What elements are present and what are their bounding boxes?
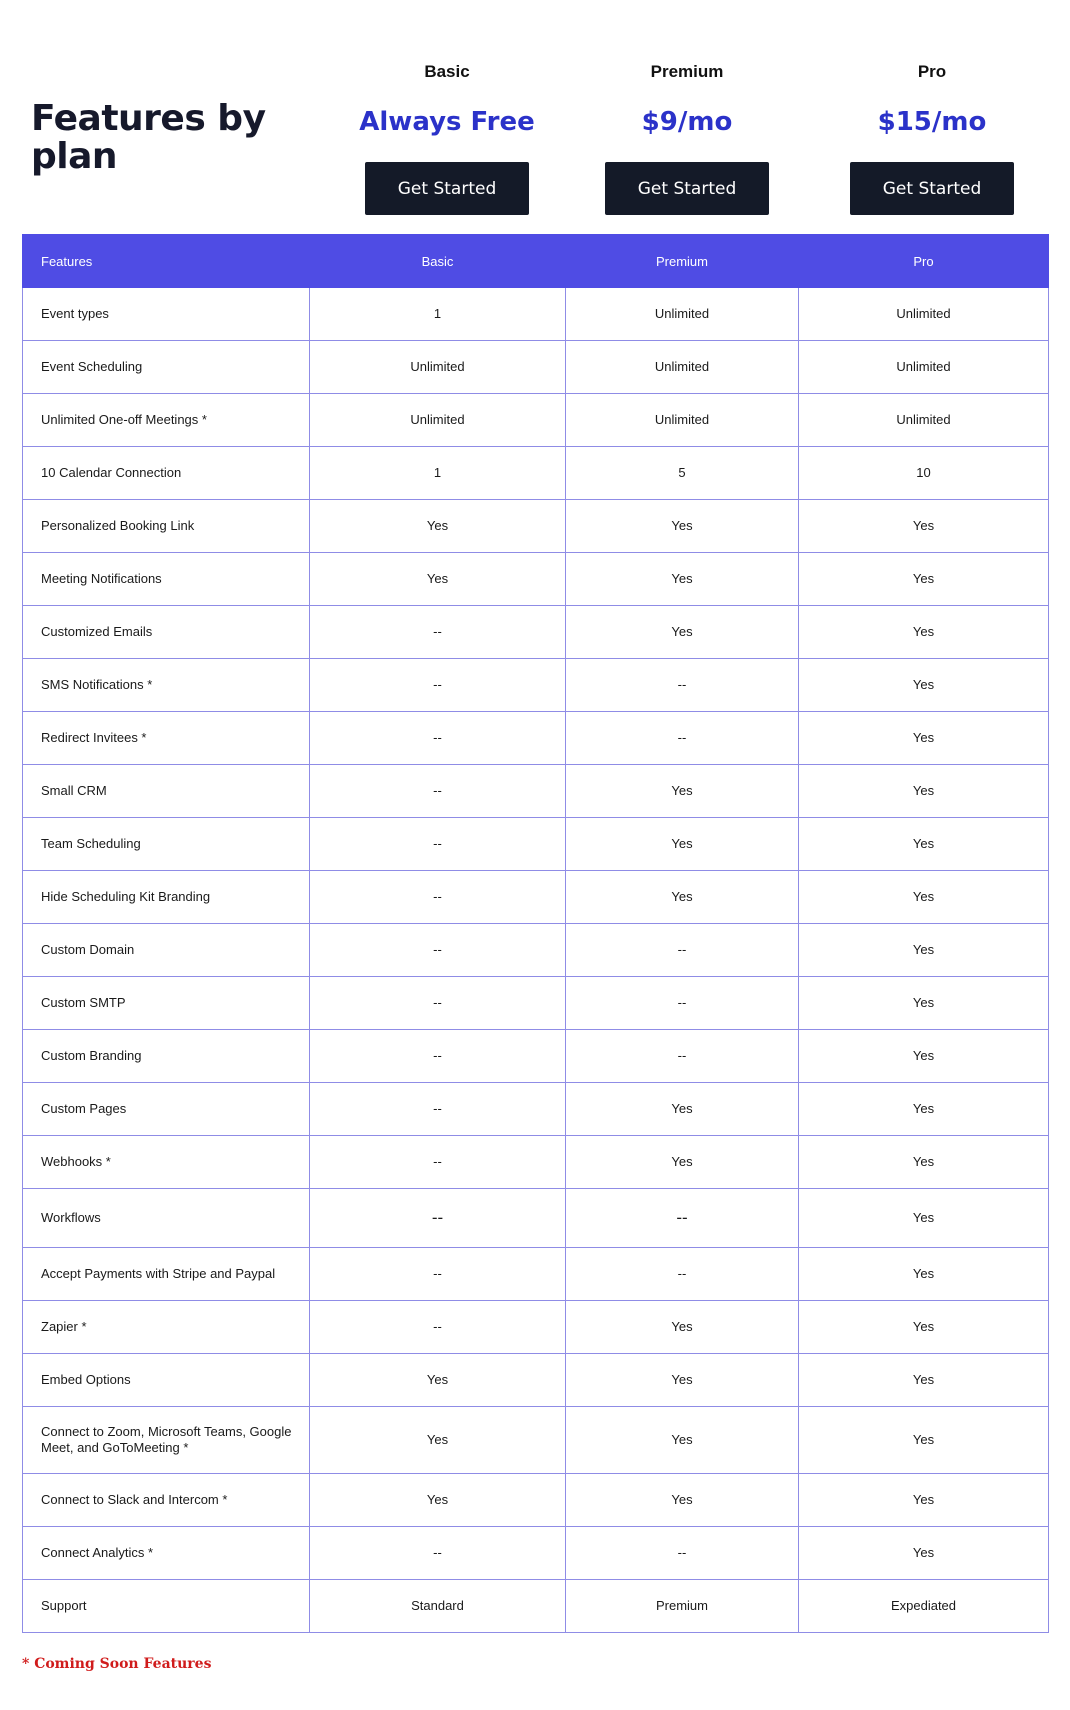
pro-value-cell: Expediated (799, 1580, 1049, 1633)
premium-value-cell: Yes (566, 765, 799, 818)
feature-name-cell: Custom SMTP (23, 977, 310, 1030)
table-row (23, 977, 1049, 1030)
header-pro: Pro (799, 235, 1049, 288)
basic-value-cell: -- (310, 606, 566, 659)
pro-value-cell: Yes (799, 1136, 1049, 1189)
table-row (23, 765, 1049, 818)
table-row (23, 1083, 1049, 1136)
feature-name-cell: Connect to Zoom, Microsoft Teams, Google Meet, and GoToMeeting * (23, 1407, 310, 1474)
plan-name: Premium (650, 62, 724, 81)
premium-value-cell: -- (566, 1527, 799, 1580)
table-row (23, 1136, 1049, 1189)
pro-value-cell: Unlimited (799, 394, 1049, 447)
feature-name-cell: Event types (23, 288, 310, 341)
premium-value-cell: Yes (566, 871, 799, 924)
table-row (23, 553, 1049, 606)
feature-name-cell: 10 Calendar Connection (23, 447, 310, 500)
pro-value-cell: Yes (799, 1527, 1049, 1580)
basic-value-cell: -- (310, 977, 566, 1030)
page-title: Features by plan (31, 98, 266, 177)
premium-value-cell: Unlimited (566, 394, 799, 447)
header-features: Features (23, 235, 310, 288)
basic-value-cell: Yes (310, 1407, 566, 1474)
features-table-container (22, 234, 1048, 1633)
basic-value-cell: Yes (310, 500, 566, 553)
feature-name-cell: Connect to Slack and Intercom * (23, 1474, 310, 1527)
pro-value-cell: Yes (799, 924, 1049, 977)
coming-soon-footnote: * Coming Soon Features (22, 1656, 212, 1672)
premium-value-cell: -- (566, 1248, 799, 1301)
header-basic: Basic (310, 235, 566, 288)
pro-value-cell: Yes (799, 1083, 1049, 1136)
feature-name-cell: Zapier * (23, 1301, 310, 1354)
basic-value-cell: Unlimited (310, 394, 566, 447)
premium-value-cell: Yes (566, 1136, 799, 1189)
plan-price: $9/mo (641, 107, 733, 137)
basic-value-cell: Yes (310, 1474, 566, 1527)
premium-value-cell: -- (566, 924, 799, 977)
table-row (23, 606, 1049, 659)
basic-value-cell: 1 (310, 447, 566, 500)
pro-value-cell: 10 (799, 447, 1049, 500)
table-row (23, 1030, 1049, 1083)
pro-value-cell: Yes (799, 1407, 1049, 1474)
pro-value-cell: Unlimited (799, 341, 1049, 394)
basic-value-cell: -- (310, 712, 566, 765)
table-row (23, 1301, 1049, 1354)
table-row (23, 341, 1049, 394)
pro-value-cell: Yes (799, 818, 1049, 871)
table-row (23, 1189, 1049, 1248)
table-row (23, 1407, 1049, 1474)
premium-value-cell: -- (566, 712, 799, 765)
feature-name-cell: Workflows (23, 1189, 310, 1248)
feature-name-cell: Meeting Notifications (23, 553, 310, 606)
basic-value-cell: Unlimited (310, 341, 566, 394)
pro-value-cell: Yes (799, 1248, 1049, 1301)
basic-value-cell: -- (310, 871, 566, 924)
pro-value-cell: Yes (799, 765, 1049, 818)
feature-name-cell: Personalized Booking Link (23, 500, 310, 553)
feature-name-cell: Embed Options (23, 1354, 310, 1407)
table-row (23, 1474, 1049, 1527)
plan-price: Always Free (359, 107, 535, 137)
basic-value-cell: Yes (310, 553, 566, 606)
feature-name-cell: Hide Scheduling Kit Branding (23, 871, 310, 924)
get-started-button-basic[interactable]: Get Started (365, 162, 529, 215)
table-row (23, 712, 1049, 765)
feature-name-cell: Customized Emails (23, 606, 310, 659)
pro-value-cell: Yes (799, 500, 1049, 553)
feature-name-cell: Small CRM (23, 765, 310, 818)
pro-value-cell: Yes (799, 977, 1049, 1030)
table-header-row (23, 235, 1049, 288)
basic-value-cell: -- (310, 1248, 566, 1301)
table-row (23, 447, 1049, 500)
table-row (23, 500, 1049, 553)
pro-value-cell: Yes (799, 712, 1049, 765)
basic-value-cell: -- (310, 1527, 566, 1580)
feature-name-cell: Event Scheduling (23, 341, 310, 394)
basic-value-cell: -- (310, 659, 566, 712)
basic-value-cell: -- (310, 818, 566, 871)
pro-value-cell: Yes (799, 606, 1049, 659)
feature-name-cell: Unlimited One-off Meetings * (23, 394, 310, 447)
table-row (23, 1527, 1049, 1580)
table-row (23, 659, 1049, 712)
table-row (23, 871, 1049, 924)
basic-value-cell: Standard (310, 1580, 566, 1633)
basic-value-cell: -- (310, 1030, 566, 1083)
header-premium: Premium (566, 235, 799, 288)
table-body (23, 288, 1049, 1633)
feature-name-cell: SMS Notifications * (23, 659, 310, 712)
basic-value-cell: 1 (310, 288, 566, 341)
pro-value-cell: Yes (799, 871, 1049, 924)
premium-value-cell: Yes (566, 1083, 799, 1136)
basic-value-cell: Yes (310, 1354, 566, 1407)
get-started-button-pro[interactable]: Get Started (850, 162, 1014, 215)
table-row (23, 394, 1049, 447)
table-row (23, 924, 1049, 977)
features-table (22, 234, 1049, 1633)
premium-value-cell: -- (566, 1030, 799, 1083)
feature-name-cell: Connect Analytics * (23, 1527, 310, 1580)
premium-value-cell: -- (566, 659, 799, 712)
pro-value-cell: Unlimited (799, 288, 1049, 341)
feature-name-cell: Webhooks * (23, 1136, 310, 1189)
pro-value-cell: Yes (799, 1030, 1049, 1083)
premium-value-cell: Yes (566, 553, 799, 606)
table-row (23, 1248, 1049, 1301)
basic-value-cell: -- (310, 1083, 566, 1136)
pro-value-cell: Yes (799, 1189, 1049, 1248)
basic-value-cell: -- (310, 1189, 566, 1248)
premium-value-cell: Yes (566, 1301, 799, 1354)
basic-value-cell: -- (310, 924, 566, 977)
feature-name-cell: Team Scheduling (23, 818, 310, 871)
premium-value-cell: Premium (566, 1580, 799, 1633)
premium-value-cell: Unlimited (566, 288, 799, 341)
pro-value-cell: Yes (799, 553, 1049, 606)
table-row (23, 1580, 1049, 1633)
pro-value-cell: Yes (799, 659, 1049, 712)
premium-value-cell: 5 (566, 447, 799, 500)
feature-name-cell: Custom Branding (23, 1030, 310, 1083)
pro-value-cell: Yes (799, 1474, 1049, 1527)
table-row (23, 818, 1049, 871)
premium-value-cell: Yes (566, 818, 799, 871)
plan-name: Basic (424, 62, 470, 81)
basic-value-cell: -- (310, 1301, 566, 1354)
basic-value-cell: -- (310, 1136, 566, 1189)
premium-value-cell: Unlimited (566, 341, 799, 394)
feature-name-cell: Accept Payments with Stripe and Paypal (23, 1248, 310, 1301)
premium-value-cell: Yes (566, 500, 799, 553)
pro-value-cell: Yes (799, 1301, 1049, 1354)
feature-name-cell: Custom Pages (23, 1083, 310, 1136)
premium-value-cell: Yes (566, 1474, 799, 1527)
plan-price: $15/mo (877, 107, 987, 137)
table-row (23, 1354, 1049, 1407)
premium-value-cell: -- (566, 1189, 799, 1248)
table-row (23, 288, 1049, 341)
premium-value-cell: -- (566, 977, 799, 1030)
premium-value-cell: Yes (566, 1354, 799, 1407)
plan-name: Pro (917, 62, 947, 81)
feature-name-cell: Support (23, 1580, 310, 1633)
feature-name-cell: Redirect Invitees * (23, 712, 310, 765)
premium-value-cell: Yes (566, 606, 799, 659)
premium-value-cell: Yes (566, 1407, 799, 1474)
basic-value-cell: -- (310, 765, 566, 818)
get-started-button-premium[interactable]: Get Started (605, 162, 769, 215)
pro-value-cell: Yes (799, 1354, 1049, 1407)
feature-name-cell: Custom Domain (23, 924, 310, 977)
